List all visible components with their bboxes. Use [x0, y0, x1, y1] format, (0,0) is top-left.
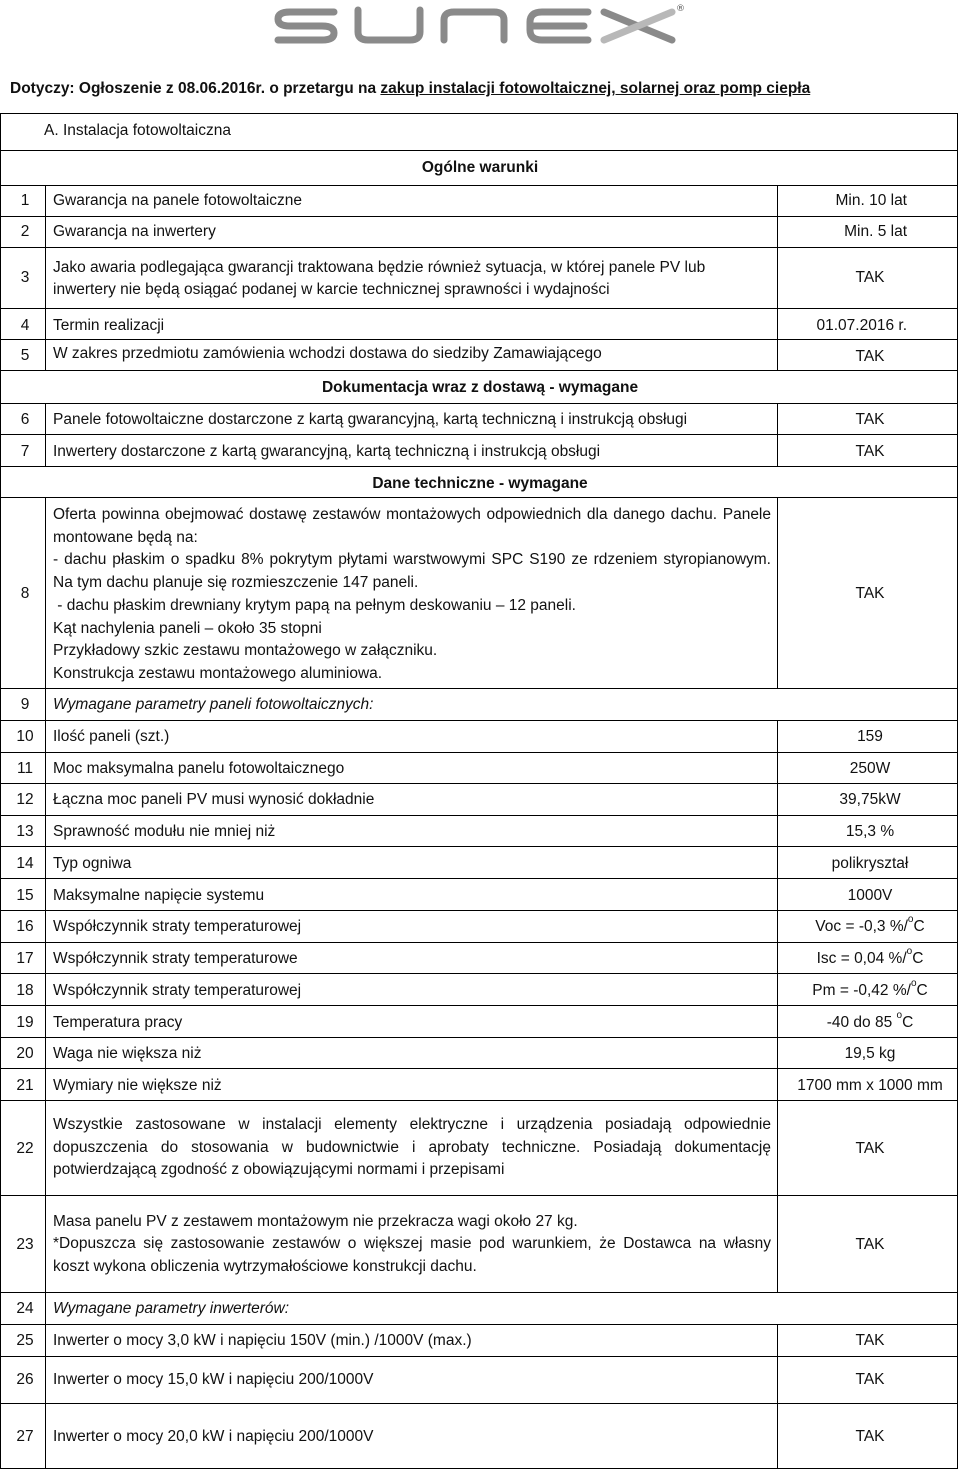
row-22-number: 22: [16, 1140, 34, 1157]
row-20-value: 19,5 kg: [844, 1045, 896, 1062]
row-10-number: 10: [16, 728, 34, 745]
row-23-value: TAK: [855, 1236, 885, 1253]
row-15-value: 1000V: [847, 887, 893, 904]
row-13-value: 15,3 %: [845, 823, 895, 840]
row-11-value: 250W: [849, 760, 891, 777]
row-17-value: Isc = 0,04 %/$^o$C: [816, 946, 924, 967]
row-24-label: Wymagane parametry inwerterów:: [53, 1300, 290, 1317]
row-6-number: 6: [20, 411, 30, 428]
row-8-line-6: Konstrukcja zestawu montażowego aluminiowa.: [53, 665, 383, 682]
row-7-value: TAK: [855, 443, 885, 460]
row-7-number: 7: [20, 443, 30, 460]
row-8-paragraph-1: Oferta powinna obejmować dostawę zestawów montażowych odpowiednich dla danego dachu. Panele montowane będą na:: [53, 506, 771, 546]
row-20-number: 20: [16, 1045, 34, 1062]
row-4-value: 01.07.2016 r.: [816, 317, 907, 334]
row-13-number: 13: [16, 823, 34, 840]
row-23-paragraph: *Dopuszcza się zastosowanie zestawów o większej masie pod warunkiem, że Dostawca na własny koszt wykona obliczenia wytrzymałościowe konstrukcji dachu.: [53, 1235, 771, 1275]
row-14-value: polikryształ: [831, 855, 909, 872]
row-25-value: TAK: [855, 1332, 885, 1349]
row-3-number: 3: [20, 269, 30, 286]
row-8-paragraph-2: - dachu płaskim o spadku 8% pokrytym płytami warstwowymi SPC S190 ze rdzeniem styropianowym. Na tym dachu planuje się rozmieszczenie 147 paneli.: [53, 551, 771, 591]
row-27-number: 27: [16, 1428, 34, 1445]
row-14-label: Typ ogniwa: [53, 855, 132, 872]
row-26-label: Inwerter o mocy 15,0 kW i napięciu 200/1000V: [53, 1371, 374, 1388]
row-1-number: 1: [20, 192, 30, 209]
row-12-value: 39,75kW: [839, 791, 901, 808]
row-16-label: Współczynnik straty temperaturowej: [53, 918, 302, 935]
row-11-number: 11: [16, 760, 34, 777]
row-3-value: TAK: [855, 269, 885, 286]
row-19-number: 19: [16, 1014, 34, 1031]
row-3-line-2: inwertery nie będą osiągać podanej w karcie technicznej sprawności i wydajności: [53, 281, 610, 298]
registered-mark: ®: [676, 4, 685, 14]
row-9-label: Wymagane parametry paneli fotowoltaicznych:: [53, 696, 374, 713]
subject-underlined: zakup instalacji fotowoltaicznej, solarnej oraz pomp ciepła: [380, 80, 811, 97]
section-title: A. Instalacja fotowoltaiczna: [44, 122, 231, 139]
row-17-label: Współczynnik straty temperaturowe: [53, 950, 298, 967]
row-24-number: 24: [16, 1300, 34, 1317]
row-6-value: TAK: [855, 411, 885, 428]
row-20-label: Waga nie większa niż: [53, 1045, 202, 1062]
row-4-number: 4: [20, 317, 30, 334]
row-12-label: Łączna moc paneli PV musi wynosić dokładnie: [53, 791, 375, 808]
row-26-value: TAK: [855, 1371, 885, 1388]
row-5-value: TAK: [855, 348, 885, 365]
row-16-value: Voc = -0,3 %/$^o$C: [815, 914, 925, 935]
row-5-number: 5: [20, 347, 30, 364]
row-10-value: 159: [857, 728, 883, 745]
row-22-text: Wszystkie zastosowane w instalacji elementy elektryczne i urządzenia posiadają odpowiednie dopuszczenia do stosowania w budownictwie i aprobaty techniczne. Posiadają dokumentację potwierdzającą zgodność z obowiązującymi normami i przepisami: [53, 1116, 771, 1178]
row-1-label: Gwarancja na panele fotowoltaiczne: [53, 192, 303, 209]
row-27-label: Inwerter o mocy 20,0 kW i napięciu 200/1000V: [53, 1428, 374, 1445]
subject-prefix: Dotyczy: Ogłoszenie z 08.06.2016r. o przetargu na: [10, 80, 381, 97]
row-2-label: Gwarancja na inwertery: [53, 223, 216, 240]
header-technical: Dane techniczne - wymagane: [372, 475, 588, 492]
row-23-number: 23: [16, 1236, 34, 1253]
row-17-number: 17: [16, 950, 34, 967]
row-2-number: 2: [20, 223, 30, 240]
row-25-label: Inwerter o mocy 3,0 kW i napięciu 150V (min.) /1000V (max.): [53, 1332, 472, 1349]
row-7-label: Inwertery dostarczone z kartą gwarancyjną, kartą techniczną i instrukcją obsługi: [53, 443, 601, 460]
row-8-line-4: Kąt nachylenia paneli – około 35 stopni: [53, 620, 322, 637]
row-8-value: TAK: [855, 585, 885, 602]
row-2-value: Min. 5 lat: [844, 223, 907, 240]
row-9-number: 9: [20, 696, 30, 713]
row-13-label: Sprawność modułu nie mniej niż: [53, 823, 276, 840]
row-3-line-1: Jako awaria podlegająca gwarancji traktowana będzie również sytuacja, w której panele PV lub: [53, 259, 706, 276]
row-25-number: 25: [16, 1332, 34, 1349]
row-10-label: Ilość paneli (szt.): [53, 728, 170, 745]
row-19-value: -40 do 85 $^o$C: [826, 1010, 914, 1031]
row-8-line-3: - dachu płaskim drewniany krytym papą na pełnym deskowaniu – 12 paneli.: [53, 597, 576, 614]
row-19-label: Temperatura pracy: [53, 1014, 183, 1031]
row-22-value: TAK: [855, 1140, 885, 1157]
row-15-number: 15: [16, 887, 34, 904]
row-5-label: W zakres przedmiotu zamówienia wchodzi dostawa do siedziby Zamawiającego: [53, 345, 602, 362]
row-21-number: 21: [16, 1077, 34, 1094]
row-21-label: Wymiary nie większe niż: [53, 1077, 222, 1094]
row-21-value: 1700 mm x 1000 mm: [797, 1077, 943, 1094]
row-27-value: TAK: [855, 1428, 885, 1445]
row-8-line-5: Przykładowy szkic zestawu montażowego w załączniku.: [53, 642, 438, 659]
row-14-number: 14: [16, 855, 34, 872]
row-16-number: 16: [16, 918, 34, 935]
row-8-number: 8: [20, 585, 30, 602]
row-18-number: 18: [16, 982, 34, 999]
header-general: Ogólne warunki: [421, 159, 539, 176]
row-4-label: Termin realizacji: [53, 317, 165, 334]
row-18-label: Współczynnik straty temperaturowej: [53, 982, 302, 999]
row-23-line-1: Masa panelu PV z zestawem montażowym nie przekracza wagi około 27 kg.: [53, 1213, 578, 1230]
row-18-value: Pm = -0,42 %/$^o$C: [812, 978, 928, 999]
header-documentation: Dokumentacja wraz z dostawą - wymagane: [321, 379, 639, 396]
row-1-value: Min. 10 lat: [835, 192, 907, 209]
row-26-number: 26: [16, 1371, 34, 1388]
row-6-label: Panele fotowoltaiczne dostarczone z kartą gwarancyjną, kartą techniczną i instrukcją obsługi: [53, 411, 688, 428]
row-12-number: 12: [16, 791, 34, 808]
row-11-label: Moc maksymalna panelu fotowoltaicznego: [53, 760, 345, 777]
row-15-label: Maksymalne napięcie systemu: [53, 887, 265, 904]
